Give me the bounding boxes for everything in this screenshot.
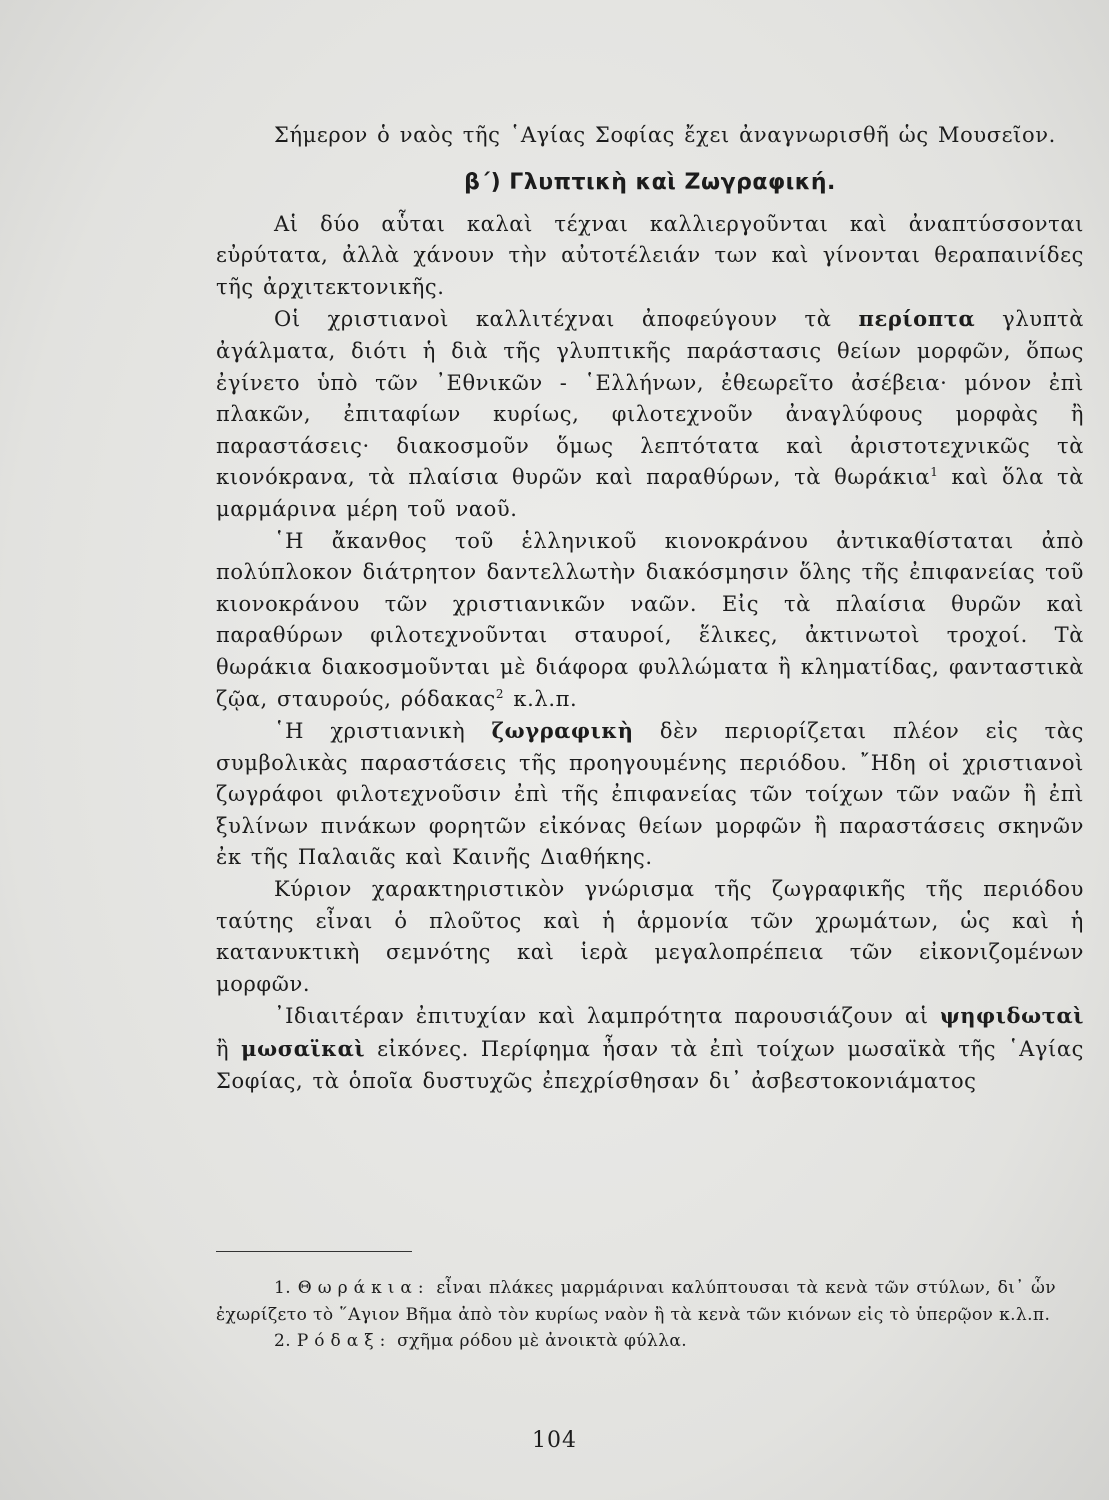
mosaics-text-mid: ἢ — [216, 1037, 242, 1062]
acanthus-text: ῾Η ἄκανθος τοῦ ἑλληνικοῦ κιονοκράνου ἀντικαθίσταται ἀπὸ πολύπλοκον διάτρητον δαντελλωτὴν διακόσμησιν ὅλης τῆς ἐπιφανείας τοῦ κιονοκράνου τῶν χριστιανικῶν ναῶν. Εἰς τὰ πλαίσια θυρῶν καὶ παραθύρων φιλοτεχνοῦνται σταυροί, ἕλικες, ἀκτινωτοὶ τροχοί. Τὰ θωράκια διακοσμοῦνται μὲ διάφορα φυλλώματα ἢ κληματίδας, φανταστικὰ ζῷα, σταυρούς, ρόδακας — [216, 528, 1084, 711]
paragraph-sculpture — [216, 303, 1084, 525]
acanthus-text-end: κ.λ.π. — [504, 686, 578, 711]
mosaics-text-start: ᾽Ιδιαιτέραν ἐπιτυχίαν καὶ λαμπρότητα παρουσιάζουν αἱ — [274, 1004, 940, 1029]
paragraph-mosaics — [216, 1000, 1084, 1097]
paragraph-museum: Σήμερον ὁ ναὸς τῆς ῾Αγίας Σοφίας ἔχει ἀναγνωρισθῆ ὡς Μουσεῖον. — [274, 123, 1056, 147]
page-number: 104 — [532, 1428, 577, 1453]
footnote-ref-1: 1 — [930, 465, 939, 480]
footnote-ref-2: 2 — [495, 686, 505, 701]
footnote-divider — [216, 1251, 412, 1252]
sculpture-text-start: Οἱ χριστιανοὶ καλλιτέχναι ἀποφεύγουν τὰ — [274, 307, 859, 332]
footnotes — [216, 1275, 1056, 1355]
sculpture-text-end: καὶ ὅλα τὰ μαρμάρινα μέρη τοῦ ναοῦ. — [216, 465, 1084, 521]
paragraph-arts: Αἱ δύο αὗται καλαὶ τέχναι καλλιεργοῦνται καὶ ἀναπτύσσονται εὐρύτατα, ἀλλὰ χάνουν τὴν αὐτοτέλειάν των καὶ γίνονται θεραπαινίδες τῆς ἀρχιτεκτονικῆς. — [216, 211, 1084, 299]
bold-term-mosaikai: μωσαϊκαὶ — [241, 1036, 366, 1062]
footnote-1-text: εἶναι πλάκες μαρμάριναι καλύπτουσαι τὰ κενὰ τῶν στύλων, δι᾽ ὧν ἐχωρίζετο τὸ ῞Αγιον Βῆμα ἀπὸ τὸν κυρίως ναὸν ἢ τὰ κενὰ τῶν κιόνων εἰς τὸ ὑπερῷον κ.λ.π. — [216, 1278, 1057, 1325]
bold-term-perioptos: περίοπτα — [858, 306, 976, 332]
footnote-2 — [216, 1328, 1056, 1355]
footnote-1-number: 1. — [274, 1278, 292, 1298]
paragraph-acanthus — [216, 526, 1084, 716]
bold-term-psifidotai: ψηφιδωταὶ — [939, 1003, 1084, 1029]
footnote-1 — [216, 1275, 1056, 1328]
paragraph-feature: Κύριον χαρακτηριστικὸν γνώρισμα τῆς ζωγραφικῆς τῆς περιόδου ταύτης εἶναι ὁ πλοῦτος καὶ ἡ ἁρμονία τῶν χρωμάτων, ὡς καὶ ἡ κατανυκτικὴ σεμνότης καὶ ἱερὰ μεγαλοπρέπεια τῶν εἰκονιζομένων μορφῶν. — [216, 877, 1084, 996]
footnote-1-term: Θωράκια: — [297, 1278, 430, 1298]
sculpture-text-mid: γλυπτὰ ἀγάλματα, διότι ἡ διὰ τῆς γλυπτικῆς παράστασις θείων μορφῶν, ὅπως ἐγίνετο ὑπὸ τῶν ᾽Εθνικῶν - ῾Ελλήνων, ἐθεωρεῖτο ἀσέβεια· μόνον ἐπὶ πλακῶν, ἐπιταφίων κυρίως, φιλοτεχνοῦν ἀναγλύφους μορφὰς ἢ παραστάσεις· διακοσμοῦν ὅμως λεπτότατα καὶ ἀριστοτεχνικῶς τὰ κιονόκρανα, τὰ πλαίσια θυρῶν καὶ παραθύρων, τὰ θωράκια — [216, 307, 1084, 490]
painting-text-end: δὲν περιορίζεται πλέον εἰς τὰς συμβολικὰς παραστάσεις τῆς προηγουμένης περιόδου. ῎Ηδη οἱ χριστιανοὶ ζωγράφοι φιλοτεχνοῦσιν ἐπὶ τῆς ἐπιφανείας τῶν τοίχων τῶν ναῶν ἢ ἐπὶ ξυλίνων πινάκων φορητῶν εἰκόνας θείων μορφῶν ἢ παραστάσεις σκηνῶν ἐκ τῆς Παλαιᾶς καὶ Καινῆς Διαθήκης. — [216, 719, 1084, 870]
paragraph-painting — [216, 715, 1084, 874]
footnote-2-number: 2. — [274, 1331, 292, 1351]
section-heading: β΄) Γλυπτικὴ καὶ Ζωγραφική. — [464, 169, 836, 195]
mosaics-text-end: εἰκόνες. Περίφημα ἦσαν τὰ ἐπὶ τοίχων μωσαϊκὰ τῆς ῾Αγίας Σοφίας, τὰ ὁποῖα δυστυχῶς ἐπεχρίσθησαν δι᾽ ἀσβεστοκονιάματος — [216, 1037, 1084, 1093]
footnote-2-term: Ρόδαξ: — [296, 1331, 392, 1351]
bold-term-zografiki: ζωγραφικὴ — [491, 718, 634, 744]
footnote-2-text: σχῆμα ρόδου μὲ ἀνοικτὰ φύλλα. — [391, 1331, 688, 1351]
painting-text-start: ῾Η χριστιανικὴ — [274, 719, 492, 744]
main-text — [216, 120, 1084, 1097]
